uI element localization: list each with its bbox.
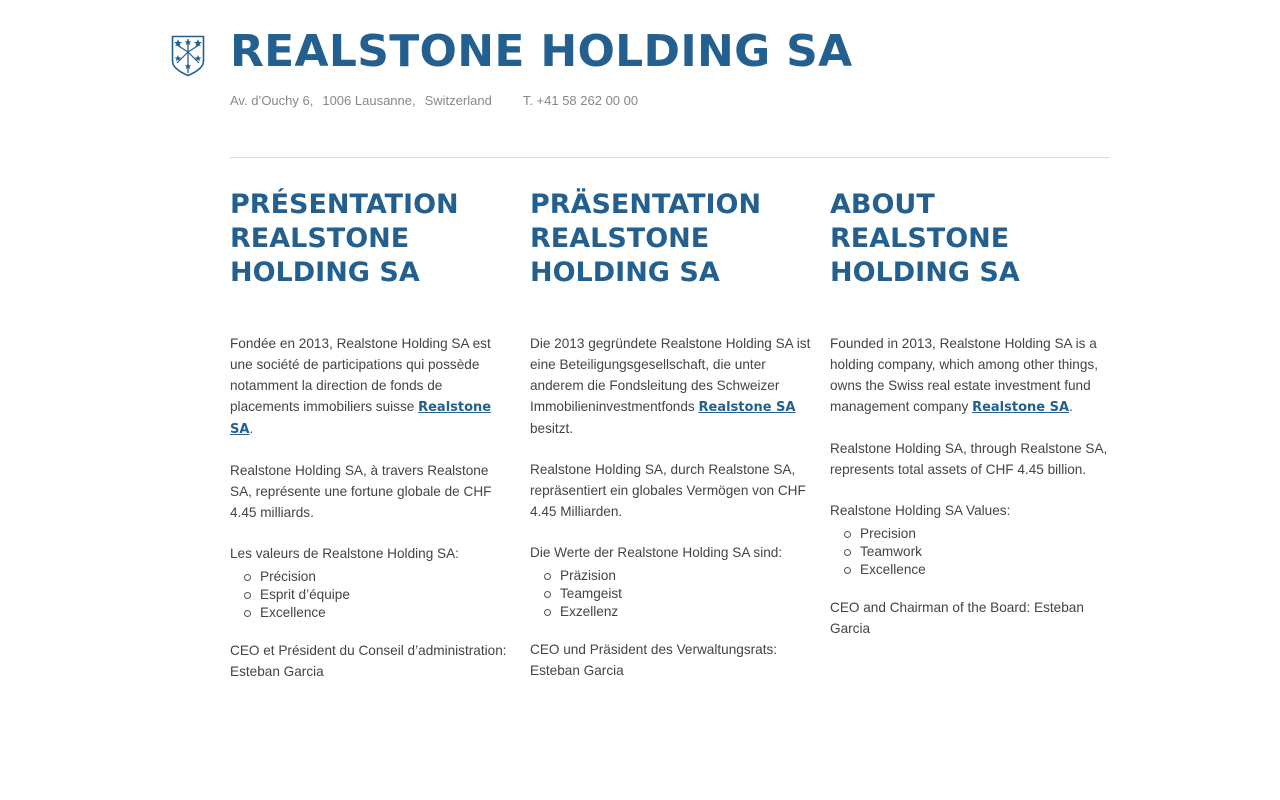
intro-text: Die 2013 gegründete Realstone Holding SA ist eine Beteiligungsgesellschaft, die unter anderem die Fondsleitung des Schweizer Immobilieninvestmentfonds xyxy=(530,336,811,414)
list-item: Präzision xyxy=(560,567,812,585)
ceo-label: CEO and Chairman of the Board: xyxy=(830,600,1031,615)
column-body xyxy=(530,333,812,681)
realstone-sa-link[interactable]: Realstone SA xyxy=(230,400,492,437)
crest-star-shield-icon xyxy=(171,35,205,77)
intro-text-end: besitzt. xyxy=(530,421,574,436)
values-heading: Les valeurs de Realstone Holding SA: xyxy=(230,546,459,561)
column-heading: PRÉSENTATION REALSTONE HOLDING SA xyxy=(230,189,459,288)
list-item: Precision xyxy=(860,525,1112,543)
list-item: Teamwork xyxy=(860,543,1112,561)
list-item: Excellence xyxy=(860,561,1112,579)
list-item: Précision xyxy=(260,568,512,586)
company-logo xyxy=(171,35,205,77)
intro-paragraph xyxy=(830,333,1112,418)
ceo-paragraph xyxy=(830,597,1112,639)
site-title: REALSTONE HOLDING SA xyxy=(230,26,853,77)
intro-text: Founded in 2013, Realstone Holding SA is a holding company, which among other things, owns the Swiss real estate investment fund management company xyxy=(830,336,1099,414)
intro-text: Fondée en 2013, Realstone Holding SA est une société de participations qui possède notamment la direction de fonds de placements immobiliers suisse xyxy=(230,336,491,414)
ceo-label: CEO und Präsident des Verwaltungsrats: xyxy=(530,642,778,657)
values-list xyxy=(830,525,1112,579)
ceo-paragraph xyxy=(230,640,512,682)
list-item: Excellence xyxy=(260,604,512,622)
intro-paragraph xyxy=(230,333,512,440)
ceo-name: Esteban Garcia xyxy=(230,664,324,679)
realstone-sa-link[interactable]: Realstone SA xyxy=(698,400,796,415)
address-city: 1006 Lausanne, xyxy=(322,93,416,108)
column-body xyxy=(830,333,1112,639)
ceo-name: Esteban Garcia xyxy=(530,663,624,678)
ceo-label: CEO et Président du Conseil d’administration: xyxy=(230,643,507,658)
ceo-paragraph xyxy=(530,639,812,681)
header-divider xyxy=(230,157,1110,158)
column-heading: PRÄSENTATION REALSTONE HOLDING SA xyxy=(530,189,762,288)
intro-paragraph xyxy=(530,333,812,439)
address-street: Av. d’Ouchy 6, xyxy=(230,93,314,108)
list-item: Exzellenz xyxy=(560,603,812,621)
column-french xyxy=(230,188,512,702)
values-list xyxy=(230,568,512,622)
ceo-name: Esteban Garcia xyxy=(830,600,1084,636)
column-german xyxy=(530,188,812,701)
address-country: Switzerland xyxy=(424,93,492,108)
intro-text-end: . xyxy=(249,421,254,436)
realstone-sa-link[interactable]: Realstone SA xyxy=(972,400,1070,415)
values-heading: Die Werte der Realstone Holding SA sind: xyxy=(530,545,783,560)
assets-paragraph: Realstone Holding SA, durch Realstone SA, repräsentiert ein globales Vermögen von CHF 4.45 Milliarden. xyxy=(530,462,806,519)
column-english xyxy=(830,188,1112,659)
values-heading: Realstone Holding SA Values: xyxy=(830,503,1011,518)
assets-paragraph: Realstone Holding SA, through Realstone SA, represents total assets of CHF 4.45 billion. xyxy=(830,441,1108,477)
address-line xyxy=(230,92,638,110)
address-phone[interactable]: T. +41 58 262 00 00 xyxy=(522,93,639,108)
column-heading: ABOUT REALSTONE HOLDING SA xyxy=(830,189,1020,288)
list-item: Teamgeist xyxy=(560,585,812,603)
values-list xyxy=(530,567,812,621)
intro-text-end: . xyxy=(1069,399,1073,414)
assets-paragraph: Realstone Holding SA, à travers Realstone SA, représente une fortune globale de CHF 4.45 milliards. xyxy=(230,463,492,520)
list-item: Esprit d’équipe xyxy=(260,586,512,604)
column-body xyxy=(230,333,512,682)
